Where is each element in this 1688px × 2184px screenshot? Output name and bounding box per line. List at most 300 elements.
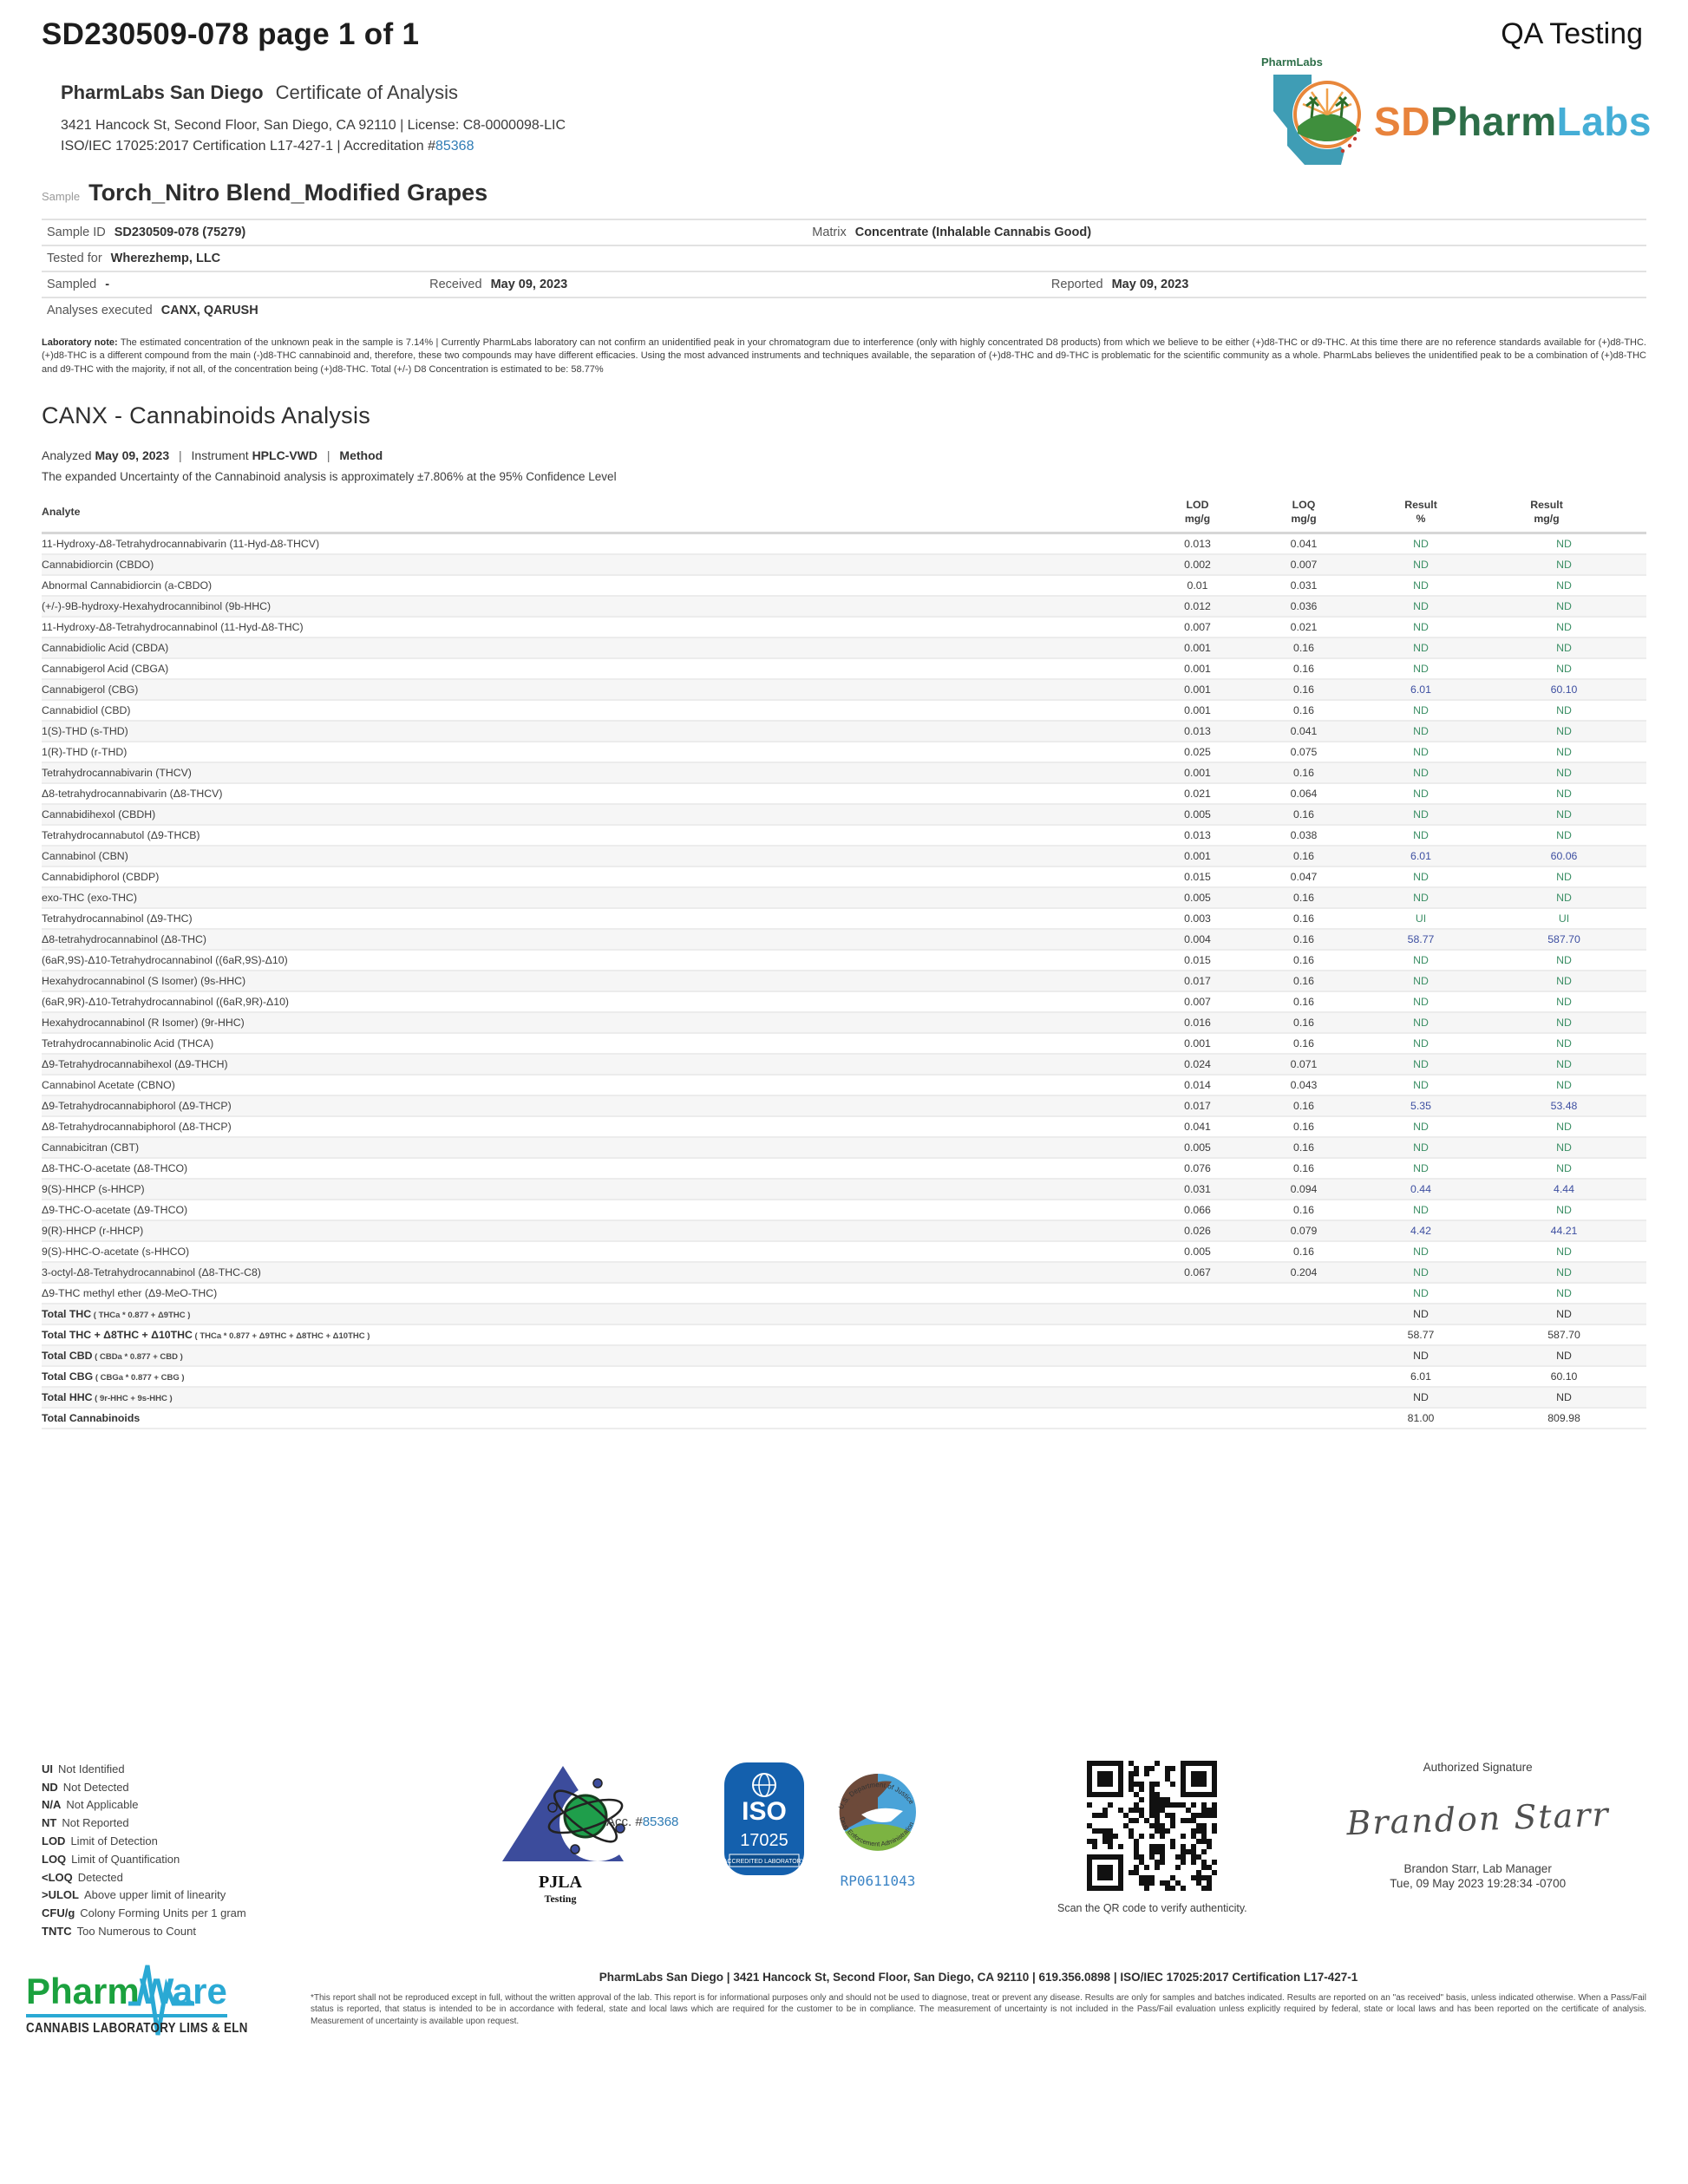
analyte-row [42,762,1646,783]
pjla-acc-label: Acc. # [606,1814,643,1829]
lod-value [1148,1324,1247,1345]
loq-value: 0.16 [1247,1158,1360,1179]
total-row [42,1387,1646,1408]
lod-value: 0.026 [1148,1220,1247,1241]
document-type: Certificate of Analysis [275,82,458,103]
sample-name: Torch_Nitro Blend_Modified Grapes [88,180,488,206]
loq-value: 0.16 [1247,679,1360,700]
result-mgg: ND [1482,742,1646,762]
lod-value: 0.003 [1148,908,1247,929]
logo-pharm: Pharm [1430,99,1557,144]
lod-value: 0.013 [1148,533,1247,554]
sampled-label: Sampled [47,278,97,291]
page-footer [26,1970,1646,2037]
result-percent: ND [1360,1262,1482,1283]
qr-verification-block [1057,1761,1247,1914]
legend-item: LOQ Limit of Quantification [42,1852,180,1866]
result-percent: ND [1360,700,1482,721]
result-percent: 58.77 [1360,1324,1482,1345]
analyte-name: Δ8-tetrahydrocannabinol (Δ8-THC) [42,929,1148,950]
divider: | [326,448,330,463]
result-percent: ND [1360,762,1482,783]
loq-value: 0.16 [1247,971,1360,991]
section-title: CANX - Cannabinoids Analysis [42,402,371,429]
result-mgg: ND [1482,596,1646,617]
analyte-row [42,1116,1646,1137]
result-percent: 6.01 [1360,1366,1482,1387]
analyte-name: Hexahydrocannabinol (S Isomer) (9s-HHC) [42,971,1148,991]
result-mgg: ND [1482,638,1646,658]
signature-datetime: Tue, 09 May 2023 19:28:34 -0700 [1390,1876,1567,1890]
result-percent: ND [1360,596,1482,617]
lod-value: 0.017 [1148,1095,1247,1116]
analyte-row [42,1262,1646,1283]
analyte-name: Total CBG ( CBGa * 0.877 + CBG ) [42,1366,1148,1387]
column-lod: LOD mg/g [1148,492,1247,533]
column-analyte: Analyte [42,492,1148,533]
result-percent: ND [1360,533,1482,554]
result-mgg: ND [1482,825,1646,846]
result-mgg: ND [1482,1200,1646,1220]
lab-header [61,56,1652,157]
result-percent: 6.01 [1360,846,1482,866]
analyses-row [42,297,1646,323]
result-mgg: ND [1482,762,1646,783]
laboratory-note-label: Laboratory note: [42,337,118,348]
analyte-name: Tetrahydrocannabivarin (THCV) [42,762,1148,783]
svg-text:Drug Enforcement Administratio: Drug Enforcement Administration [838,1815,916,1848]
loq-value: 0.038 [1247,825,1360,846]
result-mgg: ND [1482,1075,1646,1095]
result-mgg: ND [1482,1054,1646,1075]
analyte-name: Δ9-THC methyl ether (Δ9-MeO-THC) [42,1283,1148,1304]
result-percent: ND [1360,1158,1482,1179]
result-mgg: ND [1482,1304,1646,1324]
footer-disclaimer: *This report shall not be reproduced except in full, without the written approval of the lab. This report is for informational purposes only and should not be used to diagnose, treat or prevent any disease. Results are only for samples and batches indicated. Results are reported on an "as received" basis, unless indicated otherwise. When a Pass/Fail status is reported, that status is intended to be in accordance with federal, state and local laws which are required for the customer to be in compliance. The measurement of uncertainty is not included in the Pass/Fail evaluation unless explicitly required by federal, state or local laws and has been reported on the certificate of analysis. Measurement of uncertainty is available upon request. [311,1992,1646,2026]
result-percent: 6.01 [1360,679,1482,700]
analyte-name: Cannabinol Acetate (CBNO) [42,1075,1148,1095]
sample-id-row [42,219,1646,245]
loq-value: 0.079 [1247,1220,1360,1241]
analyte-name: Total THC ( THCa * 0.877 + Δ9THC ) [42,1304,1148,1324]
analyte-row [42,1054,1646,1075]
pharmware-pharm: Pharm [26,1970,140,2011]
lod-value: 0.015 [1148,950,1247,971]
lod-value [1148,1345,1247,1366]
analyte-name: Cannabidihexol (CBDH) [42,804,1148,825]
analyte-row [42,1241,1646,1262]
analyte-name: 9(R)-HHCP (r-HHCP) [42,1220,1148,1241]
total-formula: ( CBGa * 0.877 + CBG ) [93,1372,185,1383]
lod-value: 0.005 [1148,804,1247,825]
analyzed-line [42,448,1646,462]
loq-value: 0.071 [1247,1054,1360,1075]
analyte-name: Cannabinol (CBN) [42,846,1148,866]
loq-value: 0.204 [1247,1262,1360,1283]
analyte-row [42,908,1646,929]
total-row [42,1304,1646,1324]
loq-value: 0.16 [1247,846,1360,866]
lod-value: 0.076 [1148,1158,1247,1179]
analyte-row [42,1200,1646,1220]
table-header-row [42,492,1646,533]
result-percent: ND [1360,1345,1482,1366]
result-percent: ND [1360,1241,1482,1262]
result-percent: ND [1360,887,1482,908]
result-mgg: UI [1482,908,1646,929]
lod-value: 0.066 [1148,1200,1247,1220]
analyte-row [42,1012,1646,1033]
pjla-triangle-atom-icon [495,1761,625,1867]
total-row [42,1324,1646,1345]
result-mgg: 4.44 [1482,1179,1646,1200]
loq-value [1247,1345,1360,1366]
lab-name: PharmLabs San Diego [61,82,264,103]
loq-value: 0.16 [1247,929,1360,950]
result-percent: ND [1360,1283,1482,1304]
lod-value: 0.014 [1148,1075,1247,1095]
analyte-row [42,1283,1646,1304]
signer-name: Brandon Starr, Lab Manager [1403,1861,1552,1875]
lod-value: 0.001 [1148,762,1247,783]
loq-value: 0.021 [1247,617,1360,638]
analyte-row [42,658,1646,679]
total-row [42,1345,1646,1366]
loq-value: 0.16 [1247,1116,1360,1137]
analyte-row [42,1137,1646,1158]
result-mgg: ND [1482,1262,1646,1283]
lod-value: 0.001 [1148,846,1247,866]
laboratory-note [42,337,1646,376]
loq-value: 0.16 [1247,991,1360,1012]
legend-item: N/A Not Applicable [42,1798,139,1812]
lod-value [1148,1408,1247,1429]
result-percent: ND [1360,1387,1482,1408]
analyte-row [42,679,1646,700]
result-mgg: 587.70 [1482,1324,1646,1345]
result-percent: 81.00 [1360,1408,1482,1429]
reported-label: Reported [1050,278,1103,291]
svg-text:U.S. Department of Justice: U.S. Department of Justice [836,1781,916,1811]
received-value: May 09, 2023 [490,278,568,291]
analyte-name: (6aR,9S)-Δ10-Tetrahydrocannabinol ((6aR,9S)-Δ10) [42,950,1148,971]
instrument-label: Instrument [191,448,249,463]
accreditation-number-link[interactable]: 85368 [435,139,474,154]
qa-testing-label: QA Testing [1501,17,1643,50]
analyte-row [42,950,1646,971]
result-percent: ND [1360,658,1482,679]
result-percent: ND [1360,575,1482,596]
analyzed-date: May 09, 2023 [95,448,170,463]
analyte-row [42,1220,1646,1241]
lod-value: 0.015 [1148,866,1247,887]
lod-value: 0.001 [1148,700,1247,721]
result-percent: ND [1360,1054,1482,1075]
loq-value: 0.041 [1247,721,1360,742]
matrix-value: Concentrate (Inhalable Cannabis Good) [854,226,1092,239]
legend-item: >ULOL Above upper limit of linearity [42,1888,226,1902]
result-mgg: 809.98 [1482,1408,1646,1429]
svg-text:ISO: ISO [742,1796,787,1826]
analyte-name: Total Cannabinoids [42,1408,1148,1429]
analyte-name: Total THC + Δ8THC + Δ10THC ( THCa * 0.877 + Δ9THC + Δ8THC + Δ10THC ) [42,1324,1148,1345]
matrix-label: Matrix [812,226,847,239]
reported-value: May 09, 2023 [1111,278,1189,291]
result-percent: ND [1360,721,1482,742]
dea-registration-number[interactable]: RP0611043 [840,1872,916,1889]
result-percent: ND [1360,971,1482,991]
result-mgg: ND [1482,533,1646,554]
result-mgg: 53.48 [1482,1095,1646,1116]
analyte-row [42,575,1646,596]
lod-value: 0.007 [1148,991,1247,1012]
bottom-strip [42,1761,1646,1941]
svg-text:17025: 17025 [740,1830,788,1850]
result-percent: 4.42 [1360,1220,1482,1241]
result-mgg: ND [1482,804,1646,825]
result-mgg: ND [1482,1033,1646,1054]
total-formula: ( 9r-HHC + 9s-HHC ) [92,1393,173,1403]
lod-value: 0.067 [1148,1262,1247,1283]
result-percent: ND [1360,1200,1482,1220]
iso-badge-icon [723,1761,806,1877]
analyte-name: Δ9-Tetrahydrocannabiphorol (Δ9-THCP) [42,1095,1148,1116]
tested-for-value: Wherezhemp, LLC [110,252,221,265]
tested-for-row [42,245,1646,271]
lod-value: 0.016 [1148,1012,1247,1033]
result-percent: ND [1360,783,1482,804]
loq-value: 0.16 [1247,1137,1360,1158]
analyte-row [42,1033,1646,1054]
analyte-name: Tetrahydrocannabutol (Δ9-THCB) [42,825,1148,846]
pharmware-ware: Ware [139,1970,227,2011]
result-mgg: ND [1482,783,1646,804]
result-mgg: ND [1482,658,1646,679]
analyte-table-body [42,533,1646,1429]
loq-value: 0.16 [1247,658,1360,679]
analyte-name: Abnormal Cannabidiorcin (a-CBDO) [42,575,1148,596]
result-percent: ND [1360,825,1482,846]
legend-item: <LOQ Detected [42,1870,123,1884]
result-mgg: ND [1482,1345,1646,1366]
result-percent: 0.44 [1360,1179,1482,1200]
sampled-value: - [105,278,110,291]
result-mgg: ND [1482,1116,1646,1137]
analyte-row [42,742,1646,762]
instrument-value: HPLC-VWD [252,448,317,463]
loq-value: 0.16 [1247,950,1360,971]
result-mgg: ND [1482,575,1646,596]
divider: | [179,448,182,463]
lod-value: 0.001 [1148,658,1247,679]
result-mgg: ND [1482,1387,1646,1408]
result-percent: ND [1360,1012,1482,1033]
lod-value: 0.001 [1148,638,1247,658]
lod-value: 0.01 [1148,575,1247,596]
analyte-name: Total CBD ( CBDa * 0.877 + CBD ) [42,1345,1148,1366]
result-percent: ND [1360,804,1482,825]
loq-value [1247,1283,1360,1304]
result-legend [42,1761,428,1941]
sample-id-value: SD230509-078 (75279) [114,226,246,239]
lod-value: 0.001 [1148,1033,1247,1054]
svg-text:ACCREDITED LABORATORY: ACCREDITED LABORATORY [723,1858,806,1865]
result-percent: 58.77 [1360,929,1482,950]
loq-value: 0.007 [1247,554,1360,575]
loq-value: 0.036 [1247,596,1360,617]
authorized-signature-label: Authorized Signature [1423,1760,1533,1774]
california-emblem-icon [1261,56,1372,177]
analyte-name: 9(S)-HHCP (s-HHCP) [42,1179,1148,1200]
loq-value [1247,1304,1360,1324]
analyte-name: Δ9-THC-O-acetate (Δ9-THCO) [42,1200,1148,1220]
uncertainty-statement: The expanded Uncertainty of the Cannabinoid analysis is approximately ±7.806% at the 95% Confidence Level [42,470,617,484]
sample-id-label: Sample ID [47,226,106,239]
result-mgg: ND [1482,700,1646,721]
analyte-row [42,617,1646,638]
loq-value: 0.064 [1247,783,1360,804]
analyte-row [42,1095,1646,1116]
loq-value: 0.16 [1247,638,1360,658]
legend-item: CFU/g Colony Forming Units per 1 gram [42,1906,246,1920]
analyte-name: Total HHC ( 9r-HHC + 9s-HHC ) [42,1387,1148,1408]
total-formula: ( THCa * 0.877 + Δ9THC ) [91,1310,191,1320]
result-mgg: ND [1482,887,1646,908]
analyte-name: Tetrahydrocannabinol (Δ9-THC) [42,908,1148,929]
result-mgg: ND [1482,1241,1646,1262]
loq-value: 0.16 [1247,1012,1360,1033]
pharmware-tagline: CANNABIS LABORATORY LIMS & ELN [26,2020,248,2036]
analyte-row [42,1075,1646,1095]
loq-value: 0.041 [1247,533,1360,554]
lod-value: 0.013 [1148,825,1247,846]
result-mgg: ND [1482,991,1646,1012]
pjla-acc-number[interactable]: 85368 [642,1814,679,1829]
result-percent: ND [1360,1116,1482,1137]
lod-value [1148,1366,1247,1387]
result-percent: ND [1360,1075,1482,1095]
dea-badge-icon [827,1761,929,1863]
result-percent: ND [1360,866,1482,887]
analyte-row [42,700,1646,721]
analyte-name: 1(S)-THD (s-THD) [42,721,1148,742]
analyte-row [42,1158,1646,1179]
analyte-row [42,971,1646,991]
legend-item: NT Not Reported [42,1816,129,1830]
analyte-row [42,596,1646,617]
lod-value: 0.025 [1148,742,1247,762]
result-mgg: ND [1482,617,1646,638]
loq-value: 0.047 [1247,866,1360,887]
analyte-row [42,866,1646,887]
analyte-name: Cannabigerol (CBG) [42,679,1148,700]
column-loq: LOQ mg/g [1247,492,1360,533]
loq-value: 0.16 [1247,762,1360,783]
result-mgg: ND [1482,866,1646,887]
analyte-name: (6aR,9R)-Δ10-Tetrahydrocannabinol ((6aR,9R)-Δ10) [42,991,1148,1012]
column-result-pct: Result % [1360,492,1482,533]
lod-value: 0.005 [1148,887,1247,908]
cannabinoid-results-table [42,492,1646,1429]
loq-value: 0.16 [1247,804,1360,825]
lod-value: 0.007 [1148,617,1247,638]
result-mgg: 60.06 [1482,846,1646,866]
analyte-row [42,887,1646,908]
sdpharmlabs-logo [1261,56,1652,177]
analyte-name: 1(R)-THD (r-THD) [42,742,1148,762]
analyte-name: Δ8-Tetrahydrocannabiphorol (Δ8-THCP) [42,1116,1148,1137]
sample-line [42,180,1646,206]
analyte-row [42,638,1646,658]
footer-contact-line: PharmLabs San Diego | 3421 Hancock St, Second Floor, San Diego, CA 92110 | 619.356.0898 | ISO/IEC 17025:2017 Certification L17-427-1 [599,1970,1358,1984]
analyte-row [42,804,1646,825]
result-mgg: ND [1482,721,1646,742]
total-row [42,1408,1646,1429]
lod-value: 0.017 [1148,971,1247,991]
loq-value: 0.16 [1247,1095,1360,1116]
loq-value [1247,1387,1360,1408]
result-percent: ND [1360,991,1482,1012]
analyte-name: Cannabigerol Acid (CBGA) [42,658,1148,679]
result-mgg: 587.70 [1482,929,1646,950]
result-mgg: ND [1482,1137,1646,1158]
lod-value: 0.024 [1148,1054,1247,1075]
lod-value: 0.013 [1148,721,1247,742]
lod-value: 0.031 [1148,1179,1247,1200]
pharmware-logo [26,1971,286,2037]
analyte-row [42,929,1646,950]
legend-item: ND Not Detected [42,1780,129,1794]
sample-info-table [42,219,1646,323]
result-mgg: 44.21 [1482,1220,1646,1241]
lod-value: 0.041 [1148,1116,1247,1137]
result-percent: ND [1360,554,1482,575]
loq-value: 0.16 [1247,908,1360,929]
loq-value: 0.16 [1247,887,1360,908]
analyte-row [42,554,1646,575]
analyte-name: Tetrahydrocannabinolic Acid (THCA) [42,1033,1148,1054]
top-header [42,17,1646,52]
analyte-name: Cannabidiolic Acid (CBDA) [42,638,1148,658]
result-mgg: 60.10 [1482,679,1646,700]
total-row [42,1366,1646,1387]
pjla-accreditation-badge [452,1761,679,1906]
lod-value: 0.004 [1148,929,1247,950]
legend-item: LOD Limit of Detection [42,1834,158,1848]
laboratory-note-text: The estimated concentration of the unknown peak in the sample is 7.14% | Currently PharmLabs laboratory can not confirm an unidentified peak in your chromatogram due to interference (only with highly concentrated D8 products) from which we believe to be either (+)d8-THC or d9-THC. At this time there are no reference standards available for (+)d8-THC. (+)d8-THC is a different compound from the main (-)d8-THC cannabinoid and, therefore, these two compounds may have different efficacies. Using the most advanced instruments and techniques available, the separation of (+)d8-THC and d9-THC is problematic for the scientific community as a whole. PharmLabs believes the unidentified peak to be a combination of (+)d8-THC and d9-THC with the majority, if not all, of the concentration being (+)d8-THC. Total (+/-) D8 Concentration is estimated to be: 58.77% [42,337,1646,375]
lod-value [1148,1283,1247,1304]
analyses-label: Analyses executed [47,304,153,317]
result-percent: ND [1360,742,1482,762]
lod-value: 0.012 [1148,596,1247,617]
column-result-mgg: Result mg/g [1482,492,1646,533]
signature-block [1331,1761,1626,1890]
analyzed-label: Analyzed [42,448,92,463]
analyte-name: Cannabidiorcin (CBDO) [42,554,1148,575]
lab-address-line: 3421 Hancock St, Second Floor, San Diego, CA 92110 | License: C8-0000098-LIC [61,118,566,133]
analyte-name: exo-THC (exo-THC) [42,887,1148,908]
legend-item: UI Not Identified [42,1762,125,1775]
report-id-title: SD230509-078 page 1 of 1 [42,17,420,51]
result-percent: ND [1360,1137,1482,1158]
logo-arc-text: PharmLabs [1261,56,1323,69]
legend-item: TNTC Too Numerous to Count [42,1925,196,1939]
qr-caption: Scan the QR code to verify authenticity. [1057,1901,1247,1914]
result-mgg: ND [1482,971,1646,991]
method-label: Method [339,448,383,463]
analyte-name: (+/-)-9B-hydroxy-Hexahydrocannibinol (9b-HHC) [42,596,1148,617]
loq-value [1247,1408,1360,1429]
